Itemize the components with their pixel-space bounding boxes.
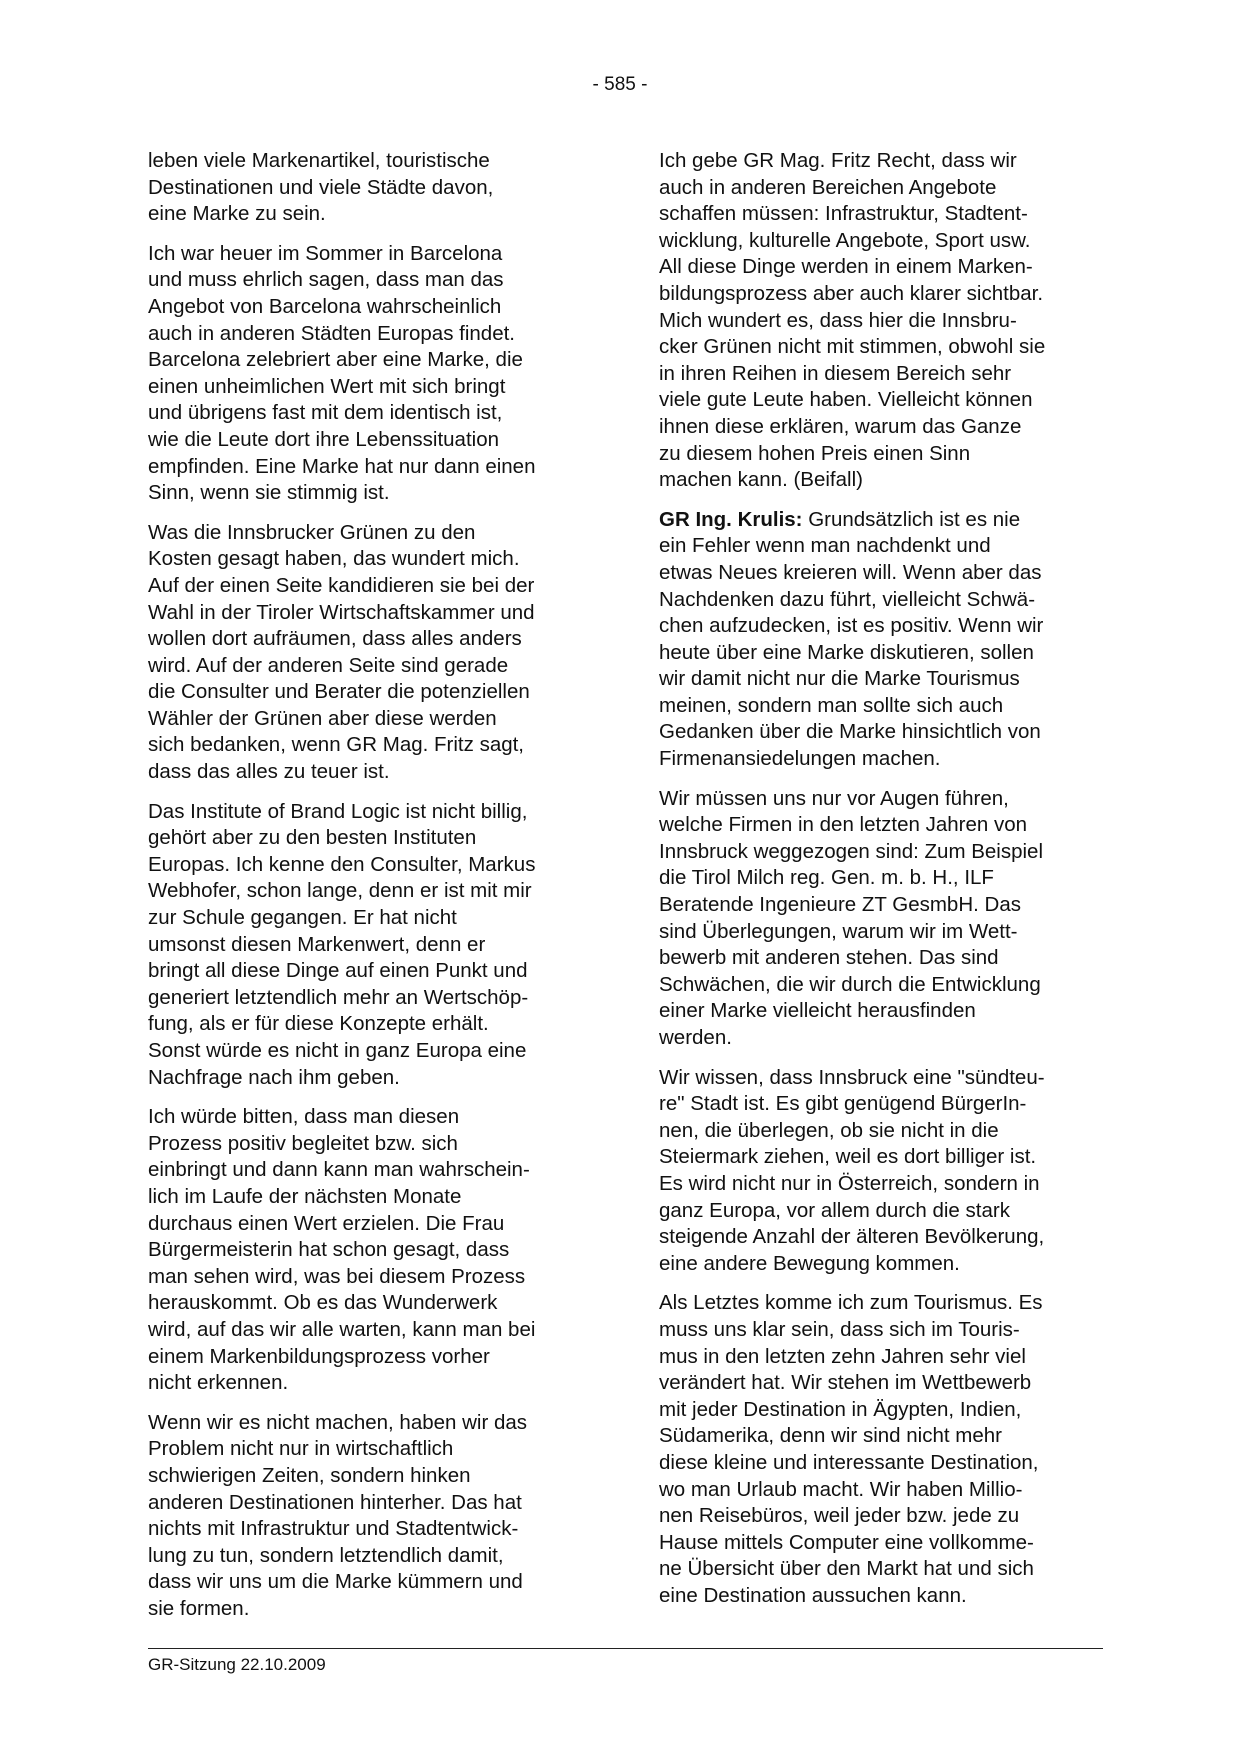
speaker-text: Grundsätzlich ist es nie ein Fehler wenn man nachdenkt und etwas Neues kreieren will. Wenn aber das Nachdenken dazu führt, vielleicht Schwä- chen aufzudecken, ist es positiv. Wenn wir heute über eine Marke diskutieren, sollen wir damit nicht nur die Marke Tourismus meinen, sondern man sollte sich auch Gedanken über die Marke hinsichtlich von Firmenansiedelungen machen. xyxy=(659,507,1044,771)
footer-divider xyxy=(148,1648,1103,1649)
paragraph: Was die Innsbrucker Grünen zu den Kosten gesagt haben, das wundert mich. Auf der einen Seite kandidieren sie bei der Wahl in der Tiroler Wirtschaftskammer und wollen dort aufräumen, dass alles anders wird. Auf der anderen Seite sind gerade die Consulter und Berater die potenziellen Wähler der Grünen aber diese werden sich bedanken, wenn GR Mag. Fritz sagt, dass das alles zu teuer ist. xyxy=(148,520,535,784)
paragraph: Das Institute of Brand Logic ist nicht billig, gehört aber zu den besten Instituten Europas. Ich kenne den Consulter, Markus Webhofer, schon lange, denn er ist mit mir zur Schule gegangen. Er hat nicht umsonst diesen Markenwert, denn er bringt all diese Dinge auf einen Punkt und generiert letztendlich mehr an Wertschöp- fung, als er für diese Konzepte erhält. Sonst würde es nicht in ganz Europa eine Nachfrage nach ihm geben. xyxy=(148,799,536,1089)
left-column xyxy=(148,148,588,1635)
paragraph: Wir müssen uns nur vor Augen führen, welche Firmen in den letzten Jahren von Innsbruck weggezogen sind: Zum Beispiel die Tirol Milch reg. Gen. m. b. H., ILF Beratende Ingenieure ZT GesmbH. Das sind Überlegungen, warum wir im Wett- bewerb mit anderen stehen. Das sind Schwächen, die wir durch die Entwicklung einer Marke vielleicht herausfinden werden. xyxy=(659,786,1044,1049)
paragraph: Ich war heuer im Sommer in Barcelona und muss ehrlich sagen, dass man das Angebot von Barcelona wahrscheinlich auch in anderen Städten Europas findet. Barcelona zelebriert aber eine Marke, die einen unheimlichen Wert mit sich bringt und übrigens fast mit dem identisch ist, wie die Leute dort ihre Lebenssituation empfinden. Eine Marke hat nur dann einen Sinn, wenn sie stimmig ist. xyxy=(148,241,536,505)
paragraph: leben viele Markenartikel, touristische Destinationen und viele Städte davon, eine Marke zu sein. xyxy=(148,149,494,226)
paragraph: Als Letztes komme ich zum Tourismus. Es muss uns klar sein, dass sich im Touris- mus in den letzten zehn Jahren sehr viel verändert hat. Wir stehen im Wettbewerb mit jeder Destination in Ägypten, Indien, Südamerika, denn wir sind nicht mehr diese kleine und interessante Destination, wo man Urlaub macht. Wir haben Millio- nen Reisebüros, weil jeder bzw. jede zu Hause mittels Computer eine vollkomme- ne Übersicht über den Markt hat und sich eine Destination aussuchen kann. xyxy=(659,1291,1043,1607)
right-column xyxy=(659,148,1099,1622)
page-number: - 585 - xyxy=(592,74,648,95)
footer-session-date: GR-Sitzung 22.10.2009 xyxy=(148,1655,326,1674)
paragraph: Ich würde bitten, dass man diesen Prozess positiv begleitet bzw. sich einbringt und dann kann man wahrschein- lich im Laufe der nächsten Monate durchaus einen Wert erzielen. Die Frau Bürgermeisterin hat schon gesagt, dass man sehen wird, was bei diesem Prozess herauskommt. Ob es das Wunderwerk wird, auf das wir alle warten, kann man bei einem Markenbildungsprozess vorher nicht erkennen. xyxy=(148,1105,536,1395)
paragraph: Wir wissen, dass Innsbruck eine "sündteu- re" Stadt ist. Es gibt genügend BürgerIn- nen, die überlegen, ob sie nicht in die Steiermark ziehen, weil es dort billiger ist. Es wird nicht nur in Österreich, sondern in ganz Europa, vor allem durch die stark steigende Anzahl der älteren Bevölkerung, eine andere Bewegung kommen. xyxy=(659,1065,1045,1275)
speaker-name: GR Ing. Krulis: xyxy=(659,507,803,531)
paragraph: Wenn wir es nicht machen, haben wir das Problem nicht nur in wirtschaftlich schwierigen Zeiten, sondern hinken anderen Destinationen hinterher. Das hat nichts mit Infrastruktur und Stadtentwick- lung zu tun, sondern letztendlich damit, dass wir uns um die Marke kümmern und sie formen. xyxy=(148,1410,528,1620)
speaker-paragraph xyxy=(659,507,1099,773)
paragraph: Ich gebe GR Mag. Fritz Recht, dass wir auch in anderen Bereichen Angebote schaffen müssen: Infrastruktur, Stadtent- wicklung, kulturelle Angebote, Sport usw. All diese Dinge werden in einem Marken- bildungsprozess aber auch klarer sichtbar. Mich wundert es, dass hier die Innsbru- cker Grünen nicht mit stimmen, obwohl sie in ihren Reihen in diesem Bereich sehr viele gute Leute haben. Vielleicht können ihnen diese erklären, warum das Ganze zu diesem hohen Preis einen Sinn machen kann. (Beifall) xyxy=(659,149,1046,492)
